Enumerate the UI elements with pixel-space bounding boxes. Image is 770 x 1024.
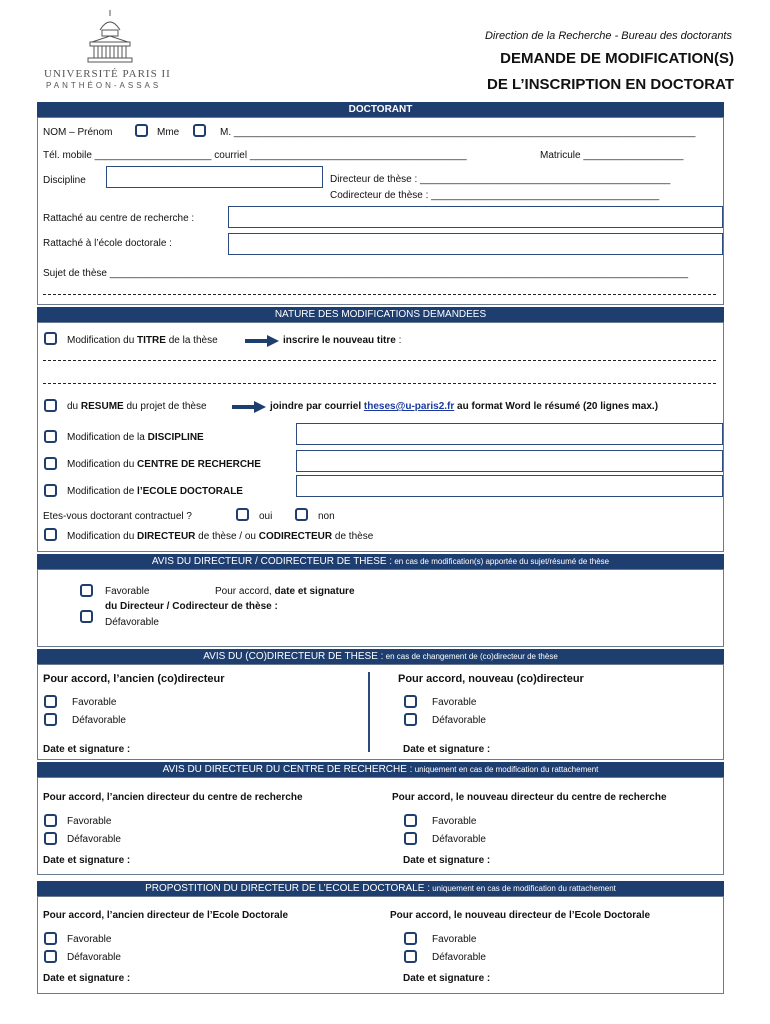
new-ecole-field[interactable] — [296, 475, 723, 497]
avis-dir-pour-accord-text: Pour accord, — [215, 586, 275, 597]
oui-label: oui — [259, 511, 273, 522]
nom-label: NOM – Prénom — [43, 127, 113, 138]
proposition-left-defavorable-checkbox[interactable] — [44, 950, 57, 963]
avis-dir-defavorable-label: Défavorable — [105, 617, 159, 628]
titre-action-text: inscrire le nouveau titre — [283, 335, 396, 346]
avis-codir-left-date-signature: Date et signature : — [43, 744, 131, 755]
titre-label — [67, 335, 218, 346]
avis-codir-right-favorable-checkbox[interactable] — [404, 695, 417, 708]
contractuel-question: Etes-vous doctorant contractuel ? — [43, 511, 192, 522]
avis-dir-pour-accord — [215, 586, 355, 597]
modif-discipline-keyword: DISCIPLINE — [147, 432, 204, 443]
avis-codir-right-title: Pour accord, nouveau (co)directeur — [398, 673, 584, 685]
avis-codir-left-title: Pour accord, l’ancien (co)directeur — [43, 673, 225, 685]
avis-dir-favorable-checkbox[interactable] — [80, 584, 93, 597]
section-bar-avis-directeur — [37, 554, 724, 569]
codirecteur-line[interactable]: Codirecteur de thèse : _________________________________________ — [330, 190, 660, 201]
section-bar-doctorant — [37, 102, 724, 117]
direction-line: Direction de la Recherche - Bureau des doctorants — [484, 30, 732, 42]
section-bar-nature — [37, 307, 724, 322]
mme-label: Mme — [157, 127, 180, 138]
proposition-right-title: Pour accord, le nouveau directeur de l’Ecole Doctorale — [390, 910, 651, 921]
resume-action-text: joindre par courriel — [270, 401, 364, 412]
discipline-label: Discipline — [43, 175, 86, 186]
avis-codir-divider — [368, 672, 370, 752]
resume-post: du projet de thèse — [123, 401, 207, 412]
centre-checkbox[interactable] — [44, 457, 57, 470]
avis-codir-subtitle: en cas de changement de (co)directeur de thèse — [383, 652, 558, 661]
modif-centre-label — [67, 459, 261, 470]
avis-centre-left-favorable-checkbox[interactable] — [44, 814, 57, 827]
modif-centre-keyword: CENTRE DE RECHERCHE — [137, 459, 261, 470]
avis-centre-left-favorable-label: Favorable — [67, 816, 112, 827]
directeur-change-checkbox[interactable] — [44, 528, 57, 541]
avis-directeur-subtitle: en cas de modification(s) apportée du sujet/résumé de thèse — [392, 557, 610, 566]
tel-courriel-line[interactable]: Tél. mobile _____________________ courriel _______________________________________ — [43, 150, 467, 161]
titre-checkbox[interactable] — [44, 332, 57, 345]
resume-tail: au format Word le résumé (20 lignes max.) — [454, 401, 659, 412]
avis-dir-favorable-label: Favorable — [105, 586, 150, 597]
resume-checkbox[interactable] — [44, 399, 57, 412]
resume-keyword: RESUME — [80, 401, 124, 412]
proposition-left-title: Pour accord, l’ancien directeur de l’Ecole Doctorale — [43, 910, 289, 921]
section-bar-proposition-ecole — [37, 881, 724, 896]
proposition-right-favorable-checkbox[interactable] — [404, 932, 417, 945]
rattache-ecole-field[interactable] — [228, 233, 723, 255]
rattache-centre-label: Rattaché au centre de recherche : — [43, 213, 195, 224]
discipline-checkbox[interactable] — [44, 430, 57, 443]
proposition-left-date-signature: Date et signature : — [43, 973, 131, 984]
titre-action-colon: : — [395, 335, 402, 346]
avis-codir-right-date-signature: Date et signature : — [403, 744, 491, 755]
avis-codir-left-favorable-checkbox[interactable] — [44, 695, 57, 708]
modif-directeur-label — [67, 531, 373, 542]
titre-line-2[interactable] — [43, 383, 716, 384]
m-line[interactable]: M. ___________________________________________________________________________________ — [220, 127, 696, 138]
titre-pre: Modification du — [67, 335, 138, 346]
ecole-checkbox[interactable] — [44, 484, 57, 497]
modif-dir-pre: Modification du — [67, 531, 138, 542]
non-checkbox[interactable] — [295, 508, 308, 521]
section-bar-avis-codirecteur — [37, 649, 724, 664]
avis-centre-left-title: Pour accord, l’ancien directeur du centre de recherche — [43, 792, 303, 803]
avis-centre-right-defavorable-label: Défavorable — [432, 834, 486, 845]
avis-codir-left-defavorable-label: Défavorable — [72, 715, 126, 726]
titre-keyword: TITRE — [137, 335, 166, 346]
modif-discipline-label — [67, 432, 204, 443]
avis-codir-right-defavorable-label: Défavorable — [432, 715, 486, 726]
non-label: non — [318, 511, 335, 522]
avis-codir-right-defavorable-checkbox[interactable] — [404, 713, 417, 726]
new-discipline-field[interactable] — [296, 423, 723, 445]
titre-line-1[interactable] — [43, 360, 716, 361]
proposition-left-favorable-checkbox[interactable] — [44, 932, 57, 945]
avis-codir-title: AVIS DU (CO)DIRECTEUR DE THESE : — [203, 651, 384, 662]
resume-action — [270, 401, 658, 412]
logo-text-pantheon: PANTHÉON-ASSAS — [46, 81, 162, 90]
pantheon-dome-icon — [40, 8, 180, 68]
avis-centre-right-favorable-label: Favorable — [432, 816, 477, 827]
titre-action — [283, 335, 401, 346]
theses-email-link[interactable]: theses@u-paris2.fr — [363, 401, 455, 412]
matricule-line[interactable]: Matricule __________________ — [540, 150, 684, 161]
modif-ecole-keyword: l’ECOLE DOCTORALE — [137, 486, 243, 497]
modif-ecole-label — [67, 486, 243, 497]
arrow-right-icon — [232, 401, 266, 413]
m-checkbox[interactable] — [193, 124, 206, 137]
directeur-line[interactable]: Directeur de thèse : _____________________________________________ — [330, 174, 671, 185]
rattache-centre-field[interactable] — [228, 206, 723, 228]
proposition-left-defavorable-label: Défavorable — [67, 952, 121, 963]
sujet-line-2[interactable] — [43, 294, 716, 295]
avis-centre-left-defavorable-checkbox[interactable] — [44, 832, 57, 845]
section-bar-avis-centre — [37, 762, 724, 777]
avis-codir-right-favorable-label: Favorable — [432, 697, 477, 708]
avis-centre-left-defavorable-label: Défavorable — [67, 834, 121, 845]
avis-centre-right-title: Pour accord, le nouveau directeur du centre de recherche — [392, 792, 667, 803]
modif-dir-keyword-2: CODIRECTEUR — [258, 531, 333, 542]
avis-codir-left-favorable-label: Favorable — [72, 697, 117, 708]
modif-dir-mid: de thèse / ou — [195, 531, 259, 542]
proposition-left-favorable-label: Favorable — [67, 934, 112, 945]
avis-codir-left-defavorable-checkbox[interactable] — [44, 713, 57, 726]
page-title-2: DE L’INSCRIPTION EN DOCTORAT — [487, 76, 734, 93]
titre-post: de la thèse — [165, 335, 218, 346]
modif-ecole-pre: Modification de — [67, 486, 138, 497]
proposition-right-favorable-label: Favorable — [432, 934, 477, 945]
avis-centre-right-defavorable-checkbox[interactable] — [404, 832, 417, 845]
sujet-line[interactable]: Sujet de thèse ________________________________________________________________________________________________________ — [43, 268, 689, 279]
avis-centre-subtitle: uniquement en cas de modification du rattachement — [412, 765, 599, 774]
avis-centre-left-date-signature: Date et signature : — [43, 855, 131, 866]
proposition-right-defavorable-label: Défavorable — [432, 952, 486, 963]
new-centre-field[interactable] — [296, 450, 723, 472]
resume-pre: du — [67, 401, 81, 412]
avis-dir-defavorable-checkbox[interactable] — [80, 610, 93, 623]
avis-centre-title: AVIS DU DIRECTEUR DU CENTRE DE RECHERCHE : — [162, 764, 413, 775]
modif-centre-pre: Modification du — [67, 459, 138, 470]
section-title-nature: NATURE DES MODIFICATIONS DEMANDEES — [274, 309, 487, 320]
university-logo — [40, 8, 180, 93]
discipline-field[interactable] — [106, 166, 323, 188]
page-title-1: DEMANDE DE MODIFICATION(S) — [500, 50, 734, 67]
modif-discipline-pre: Modification de la — [67, 432, 148, 443]
avis-dir-date-signature: date et signature — [274, 586, 355, 597]
rattache-ecole-label: Rattaché à l’école doctorale : — [43, 238, 172, 249]
proposition-subtitle: uniquement en cas de modification du rattachement — [429, 884, 616, 893]
arrow-right-icon — [245, 335, 279, 347]
modif-dir-keyword-1: DIRECTEUR — [137, 531, 196, 542]
proposition-right-defavorable-checkbox[interactable] — [404, 950, 417, 963]
logo-text-university: UNIVERSITÉ PARIS II — [44, 68, 171, 80]
avis-dir-du-directeur: du Directeur / Codirecteur de thèse : — [105, 601, 278, 612]
avis-directeur-title: AVIS DU DIRECTEUR / CODIRECTEUR DE THESE : — [151, 556, 393, 567]
proposition-title: PROPOSTITION DU DIRECTEUR DE L’ECOLE DOCTORALE : — [145, 883, 430, 894]
avis-centre-right-date-signature: Date et signature : — [403, 855, 491, 866]
oui-checkbox[interactable] — [236, 508, 249, 521]
avis-centre-right-favorable-checkbox[interactable] — [404, 814, 417, 827]
modif-dir-post: de thèse — [332, 531, 374, 542]
section-title-doctorant: DOCTORANT — [348, 104, 413, 115]
resume-label — [67, 401, 207, 412]
mme-checkbox[interactable] — [135, 124, 148, 137]
proposition-right-date-signature: Date et signature : — [403, 973, 491, 984]
